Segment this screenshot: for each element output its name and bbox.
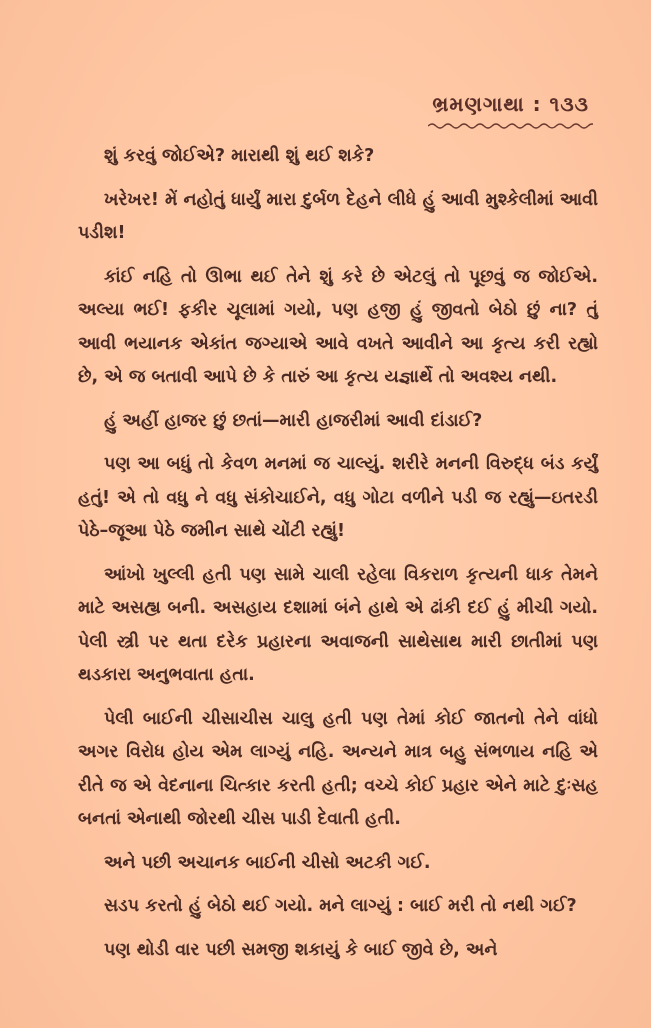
header-wavy-underline — [428, 122, 593, 130]
paragraph-5: પણ આ બધું તો કેવળ મનમાં જ ચાલ્યું. શરીરે મનની વિરુદ્ધ બંડ કર્યું હતું! એ તો વધુ ને વધુ સંકોચાઈને, વધુ ગોટા વળીને પડી જ રહ્યું—ઇતરડી પેઠે–જૂઆ પેઠે જમીન સાથે ચોંટી રહ્યું! — [78, 454, 598, 541]
paragraph-6: આંખો ખુલ્લી હતી પણ સામે ચાલી રહેલા વિકરાળ કૃત્યની ધાક તેમને માટે અસહ્ય બની. અસહાય દશામાં બંને હાથે એ ઢાંકી દઈ હું મીચી ગયો. પેલી સ્ત્રી પર થતા દરેક પ્રહારના અવાજની સાથેસાથ મારી છાતીમાં પણ થડકારા અનુભવાતા હતા. — [78, 564, 598, 685]
paragraph-9: સડપ કરતો હું બેઠો થઈ ગયો. મને લાગ્યું : બાઈ મરી તો નથી ગઈ? — [104, 896, 577, 916]
paragraph-3: કાંઈ નહિ તો ઊભા થઈ તેને શું કરે છે એટલું તો પૂછવું જ જોઈએ. અલ્યા ભઈ! ફકીર ચૂલામાં ગયો, પણ હજી હું જીવતો બેઠો છું ના? તું આવી ભયાનક એકાંત જગ્યાએ આવે વખતે આવીને આ કૃત્ય કરી રહ્યો છે, એ જ બતાવી આપે છે કે તારું આ કૃત્ય યજ્ઞાર્થે તો અવશ્ય નથી. — [78, 266, 598, 387]
paragraph-10: પણ થોડી વાર પછી સમજી શકાયું કે બાઈ જીવે છે, અને — [104, 939, 498, 960]
paragraph-8: અને પછી અચાનક બાઈની ચીસો અટકી ગઈ. — [104, 852, 431, 873]
paragraph-2: ખરેખર! મેં નહોતું ધાર્યું મારા દુર્બળ દેહને લીધે હું આવી મુશ્કેલીમાં આવી પડીશ! — [78, 189, 598, 243]
page-body — [78, 140, 598, 977]
running-header: ભ્રમણગાથા : ૧૩૩ — [432, 92, 589, 116]
paragraph-7: પેલી બાઈની ચીસાચીસ ચાલુ હતી પણ તેમાં કોઈ જાતનો તેને વાંધો અગર વિરોધ હોય એમ લાગ્યું નહિ. અન્યને માત્ર બહુ સંભળાય નહિ એ રીતે જ એ વેદનાના ચિત્કાર કરતી હતી; વચ્ચે કોઈ પ્રહાર એને માટે દુઃસહ બનતાં એનાથી જોરથી ચીસ પાડી દેવાતી હતી. — [78, 708, 598, 829]
paragraph-4: હું અહીં હાજર છું છતાં—મારી હાજરીમાં આવી દાંડાઈ? — [104, 410, 483, 431]
paragraph-1: શું કરવું જોઈએ? મારાથી શું થઈ શકે? — [104, 146, 375, 166]
